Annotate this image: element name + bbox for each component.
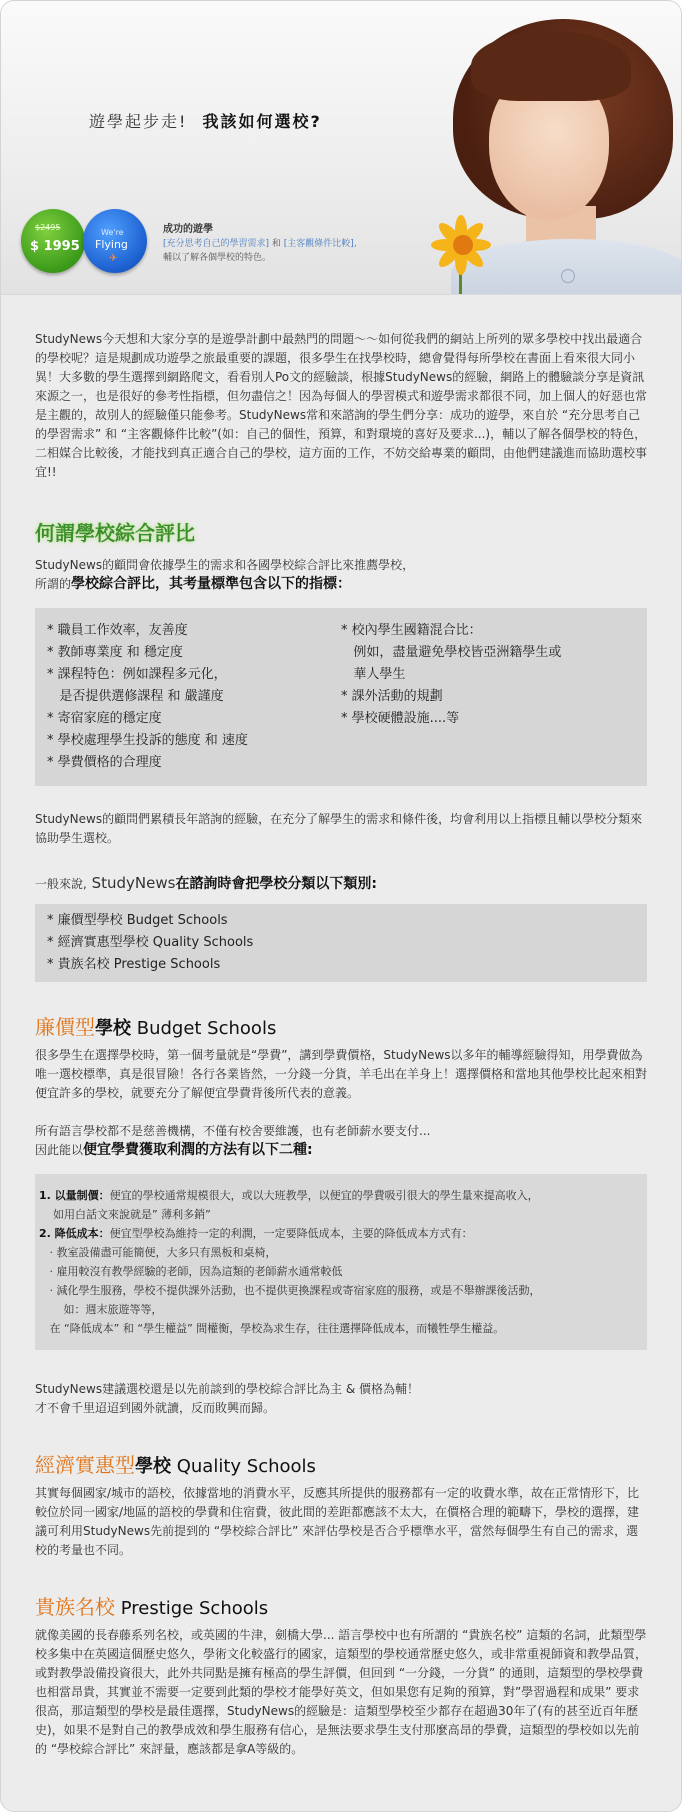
category-item: * 經濟實惠型學校 Quality Schools [47,935,254,950]
budget-advice-line1: StudyNews建議選校還是以先前談到的學校綜合評比為主 & 價格為輔！ [35,1382,420,1396]
method-line: 如用白話文來說就是” 薄利多銷” [39,1208,211,1221]
criteria-item: * 職員工作效率，友善度 [47,623,188,638]
promo-text [163,223,373,265]
eval-line2 [35,575,647,594]
classify-prefix: 一般來說, [35,877,87,891]
classify-bold: 在諮詢時會把學校分類以下類別: [175,876,378,892]
category-item: * 貴族名校 Prestige Schools [47,957,221,972]
method-line: 1. 以量制價：便宜的學校通常規模很大，或以大班教學，以便宜的學費吸引很大的學生量來提高收入， [39,1189,539,1202]
sticker-flying-text: Flying [95,238,128,251]
sale-price: $ 1995 [30,239,80,254]
eval-heading [35,520,647,546]
budget-title-bold: 學校 [95,1018,131,1039]
flying-sticker [83,209,147,273]
budget-paragraph: 很多學生在選擇學校時，第一個考量就是“學費”，講到學費價格，StudyNews以多年的輔導經驗得知，用學費做為唯一選校標準，真是很冒險！各行各業皆然，一分錢一分貨，羊毛出在羊身上！選擇價格和當地其他學校比起來相對便宜許多的學校，就要充分了解便宜學費背後所代表的意義。 [35,1048,648,1100]
quality-title-orange: 經濟實惠型 [35,1453,135,1477]
eval-after-paragraph: StudyNews的顧問們累積長年諮詢的經驗，在充分了解學生的需求和條件後，均會利用以上指標且輔以學校分類來協助學生選校。 [35,812,643,845]
eval-heading-text: 何謂學校綜合評比 [35,521,195,545]
criteria-item: * 學校處理學生投訴的態度 和 速度 [47,733,248,748]
hero-title-part1: 遊學起步走! [89,112,188,131]
quality-title-en: Quality Schools [171,1456,316,1477]
budget-methods-box [35,1174,647,1350]
budget-advice-line2: 才不會千里迢迢到國外就讀，反而敗興而歸。 [35,1401,276,1415]
criteria-box [35,608,647,786]
categories-box [35,904,647,982]
shirt-button [561,269,575,283]
portrait-fringe [471,31,631,101]
method-line: 如：週末旅遊等等， [39,1303,163,1316]
criteria-item: * 學費價格的合理度 [47,755,162,770]
criteria-item: 是否提供選修課程 和 嚴謹度 [47,689,224,704]
promo-highlight-1: [充分思考自己的學習需求] [163,239,270,249]
method-line: · 減化學生服務，學校不提供課外活動，也不提供更換課程或寄宿家庭的服務，或是不舉辦課後活動， [39,1284,541,1297]
quality-title-bold: 學校 [135,1456,171,1477]
method-line: 2. 降低成本：便宜型學校為維持一定的利潤，一定要降低成本，主要的降低成本方式有： [39,1227,473,1240]
flower-icon [431,209,511,289]
quality-paragraph: 其實每個國家/城市的語校，依據當地的消費水平，反應其所提供的服務都有一定的收費水準，故在正常情形下，比較位於同一國家/地區的語校的學費和住宿費，彼此間的差距都應該不太大，在價格合理的範疇下，學校的選擇，建議可利用StudyNews先前提到的 “學校綜合評比” 來評估學校是否合乎標準水平，當然每個學生有自己的需求，選校的考量也不同。 [35,1486,640,1557]
classify-brand: StudyNews [86,874,176,892]
hero-title-part2: 我該如何選校? [202,112,322,131]
criteria-left-column [47,620,341,774]
quality-schools-heading [35,1452,647,1480]
old-price: $2495 [35,223,61,232]
eval-line2-prefix: 所謂的 [35,577,72,591]
price-sticker [21,209,85,273]
article-body [1,295,681,1759]
budget-two-methods [35,1141,647,1160]
criteria-item: * 課程特色：例如課程多元化， [47,667,227,682]
eval-line1: StudyNews的顧問會依據學生的需求和各國學校綜合評比來推薦學校， [35,558,415,572]
budget-title-en: Budget Schools [131,1018,277,1039]
category-item: * 廉價型學校 Budget Schools [47,913,228,928]
criteria-item: * 教師專業度 和 穩定度 [47,645,183,660]
student-portrait-image [431,1,681,294]
promo-highlight-2: [主客觀條件比較], [283,239,357,249]
prestige-title-orange: 貴族名校 [35,1595,115,1619]
criteria-item: * 校內學生國籍混合比： [341,623,482,638]
hero-banner [1,1,681,295]
promo-and: 和 [271,239,281,249]
classify-heading [35,874,647,894]
eval-line2-bold: 學校綜合評比，其考量標準包含以下的指標： [71,576,352,592]
budget-two-methods-prefix: 因此能以 [35,1143,84,1157]
budget-two-methods-bold: 便宜學費獲取利潤的方法有以下二種: [83,1142,313,1158]
promo-title: 成功的遊學 [163,224,213,235]
method-line: 在 “降低成本” 和 “學生權益” 間權衡，學校為求生存，往往選擇降低成本，而犧牲學生權益。 [39,1322,505,1335]
prestige-schools-heading [35,1594,647,1622]
promo-line1 [163,237,373,251]
budget-title-orange: 廉價型 [35,1015,95,1039]
intro-paragraph: StudyNews今天想和大家分享的是遊學計劃中最熱門的問題～～如何從我們的網站上所列的眾多學校中找出最適合的學校呢？這是規劃成功遊學之旅最重要的課題，很多學生在找學校時，總會覺得每所學校在書面上看來很大同小異！大多數的學生選擇到網路爬文，看看別人Po文的經驗談，根據StudyNews的經驗，網路上的體驗談分享是資訊來源之一，也是很好的參考性指標，但勿盡信之！因為每個人的學習模式和遊學需求都很不同，加上個人的好惡也常是主觀的，故別人的經驗僅只能參考。StudyNews常和來諮詢的學生們分享：成功的遊學，來自於 “充分思考自己的學習需求” 和 “主客觀條件比較”(如：自己的個性，預算，和對環境的喜好及要求...)，輔以了解各個學校的特色，二相媒合比較後，才能找到真正適合自己的學校，這方面的工作，不妨交給專業的顧問，由他們建議進而協助選校事宜!! [35,332,648,479]
criteria-item: * 學校硬體設施....等 [341,711,460,726]
airplane-icon: ✈ [109,253,118,264]
hero-title [89,109,322,132]
prestige-paragraph: 就像美國的長春藤系列名校，或英國的牛津，劍橋大學... 語言學校中也有所謂的 “貴族名校” 這類的名詞，此類型學校多集中在英國這個歷史悠久，學術文化較盛行的國家，這類型的學校通常歷史悠久，或非常重視師資和教學品質，或對教學設備投資很大，此外共同點是擁有極高的學生評價，但回到 “一分錢，一分貨” 的通則，這類型的學校學費也相當昂貴，其實並不需要一定要到此類的學校才能學好英文，但如果您有足夠的預算，對”學習過程和成果” 要求很高，那這類型的學校是最佳選擇，StudyNews的經驗是：這類型學校至少都存在超過30年了(有的甚至近百年歷史)，如果不是對自己的教學成效和學生服務有信心，是無法要求學生支付那麼高昂的學費，這類型的學校如以先前的 “學校綜合評比” 來評量，應該都是拿A等級的。 [35,1628,648,1756]
method-line: · 教室設備盡可能簡便，大多只有黑板和桌椅， [39,1246,277,1259]
prestige-title-en: Prestige Schools [115,1598,269,1619]
method-line: · 雇用較沒有教學經驗的老師，因為這類的老師薪水通常較低 [39,1265,343,1278]
criteria-right-column [341,620,635,774]
sticker-we-text: We're [101,228,124,237]
criteria-item: 華人學生 [341,667,406,682]
criteria-item: * 寄宿家庭的穩定度 [47,711,162,726]
budget-line: 所有語言學校都不是慈善機構，不僅有校舍要維護，也有老師薪水要支付... [35,1124,431,1138]
promo-line2: 輔以了解各個學校的特色。 [163,253,272,263]
budget-schools-heading [35,1014,647,1042]
criteria-item: 例如，盡量避免學校皆亞洲籍學生或 [341,645,562,660]
criteria-item: * 課外活動的規劃 [341,689,443,704]
